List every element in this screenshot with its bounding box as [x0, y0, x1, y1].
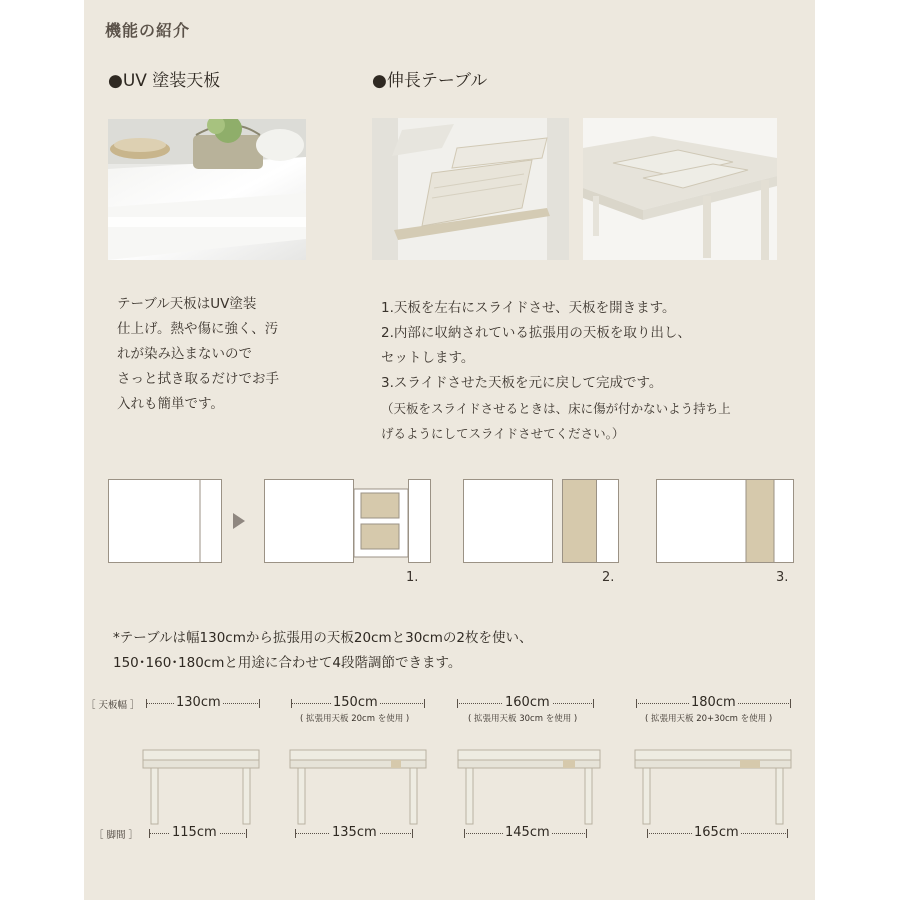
table-illustration	[287, 746, 429, 830]
leg-span-label: ［ 脚間 ］	[94, 830, 139, 841]
uv-description: テーブル天板はUV塗装 仕上げ。熱や傷に強く、汚 れが染み込まないので さっと拭き取るだけでお手 入れも簡単です。	[117, 296, 279, 412]
table-illustration	[140, 746, 262, 830]
page-title: 機能の紹介	[105, 21, 191, 40]
top-width-value: 150cm	[333, 695, 378, 710]
step-diagram-1	[264, 479, 431, 563]
step-label-1: 1.	[406, 570, 419, 585]
extension-usage-note: ( 拡張用天板 20+30cm を使用 )	[645, 714, 773, 724]
step-diagram-2	[463, 479, 620, 563]
extension-insert-photo	[583, 118, 777, 260]
step-diagram-start	[108, 479, 222, 563]
step-label-2: 2.	[602, 570, 615, 585]
extension-open-photo	[372, 118, 569, 260]
uv-tabletop-photo	[108, 119, 306, 260]
top-width-value: 160cm	[505, 695, 550, 710]
uv-feature-heading: ●UV 塗装天板	[108, 71, 221, 91]
extension-usage-note: ( 拡張用天板 30cm を使用 )	[468, 714, 578, 724]
top-width-label: ［ 天板幅 ］	[86, 700, 140, 711]
leg-span-value: 165cm	[694, 825, 739, 840]
arrow-right-icon	[231, 511, 247, 535]
step-diagram-3	[656, 479, 794, 563]
extension-usage-note: ( 拡張用天板 20cm を使用 )	[300, 714, 410, 724]
leg-span-value: 135cm	[332, 825, 377, 840]
extension-feature-heading: ●伸長テーブル	[372, 71, 488, 91]
size-adjust-text: *テーブルは幅130cmから拡張用の天板20cmと30cmの2枚を使い、 150･160･180cmと用途に合わせて4段階調節できます。	[113, 630, 533, 671]
top-width-value: 130cm	[176, 695, 221, 710]
extension-steps: 1.天板を左右にスライドさせ、天板を開きます。 2.内部に収納されている拡張用の天板を取り出し、 セットします。 3.スライドさせた天板を元に戻して完成です。	[381, 300, 691, 391]
table-illustration	[455, 746, 603, 830]
extension-note: （天板をスライドさせるときは、床に傷が付かないよう持ち上 げるようにしてスライドさせてください。）	[381, 401, 731, 441]
top-width-value: 180cm	[691, 695, 736, 710]
step-label-3: 3.	[776, 570, 789, 585]
leg-span-value: 115cm	[172, 825, 217, 840]
table-illustration	[632, 746, 794, 830]
leg-span-value: 145cm	[505, 825, 550, 840]
